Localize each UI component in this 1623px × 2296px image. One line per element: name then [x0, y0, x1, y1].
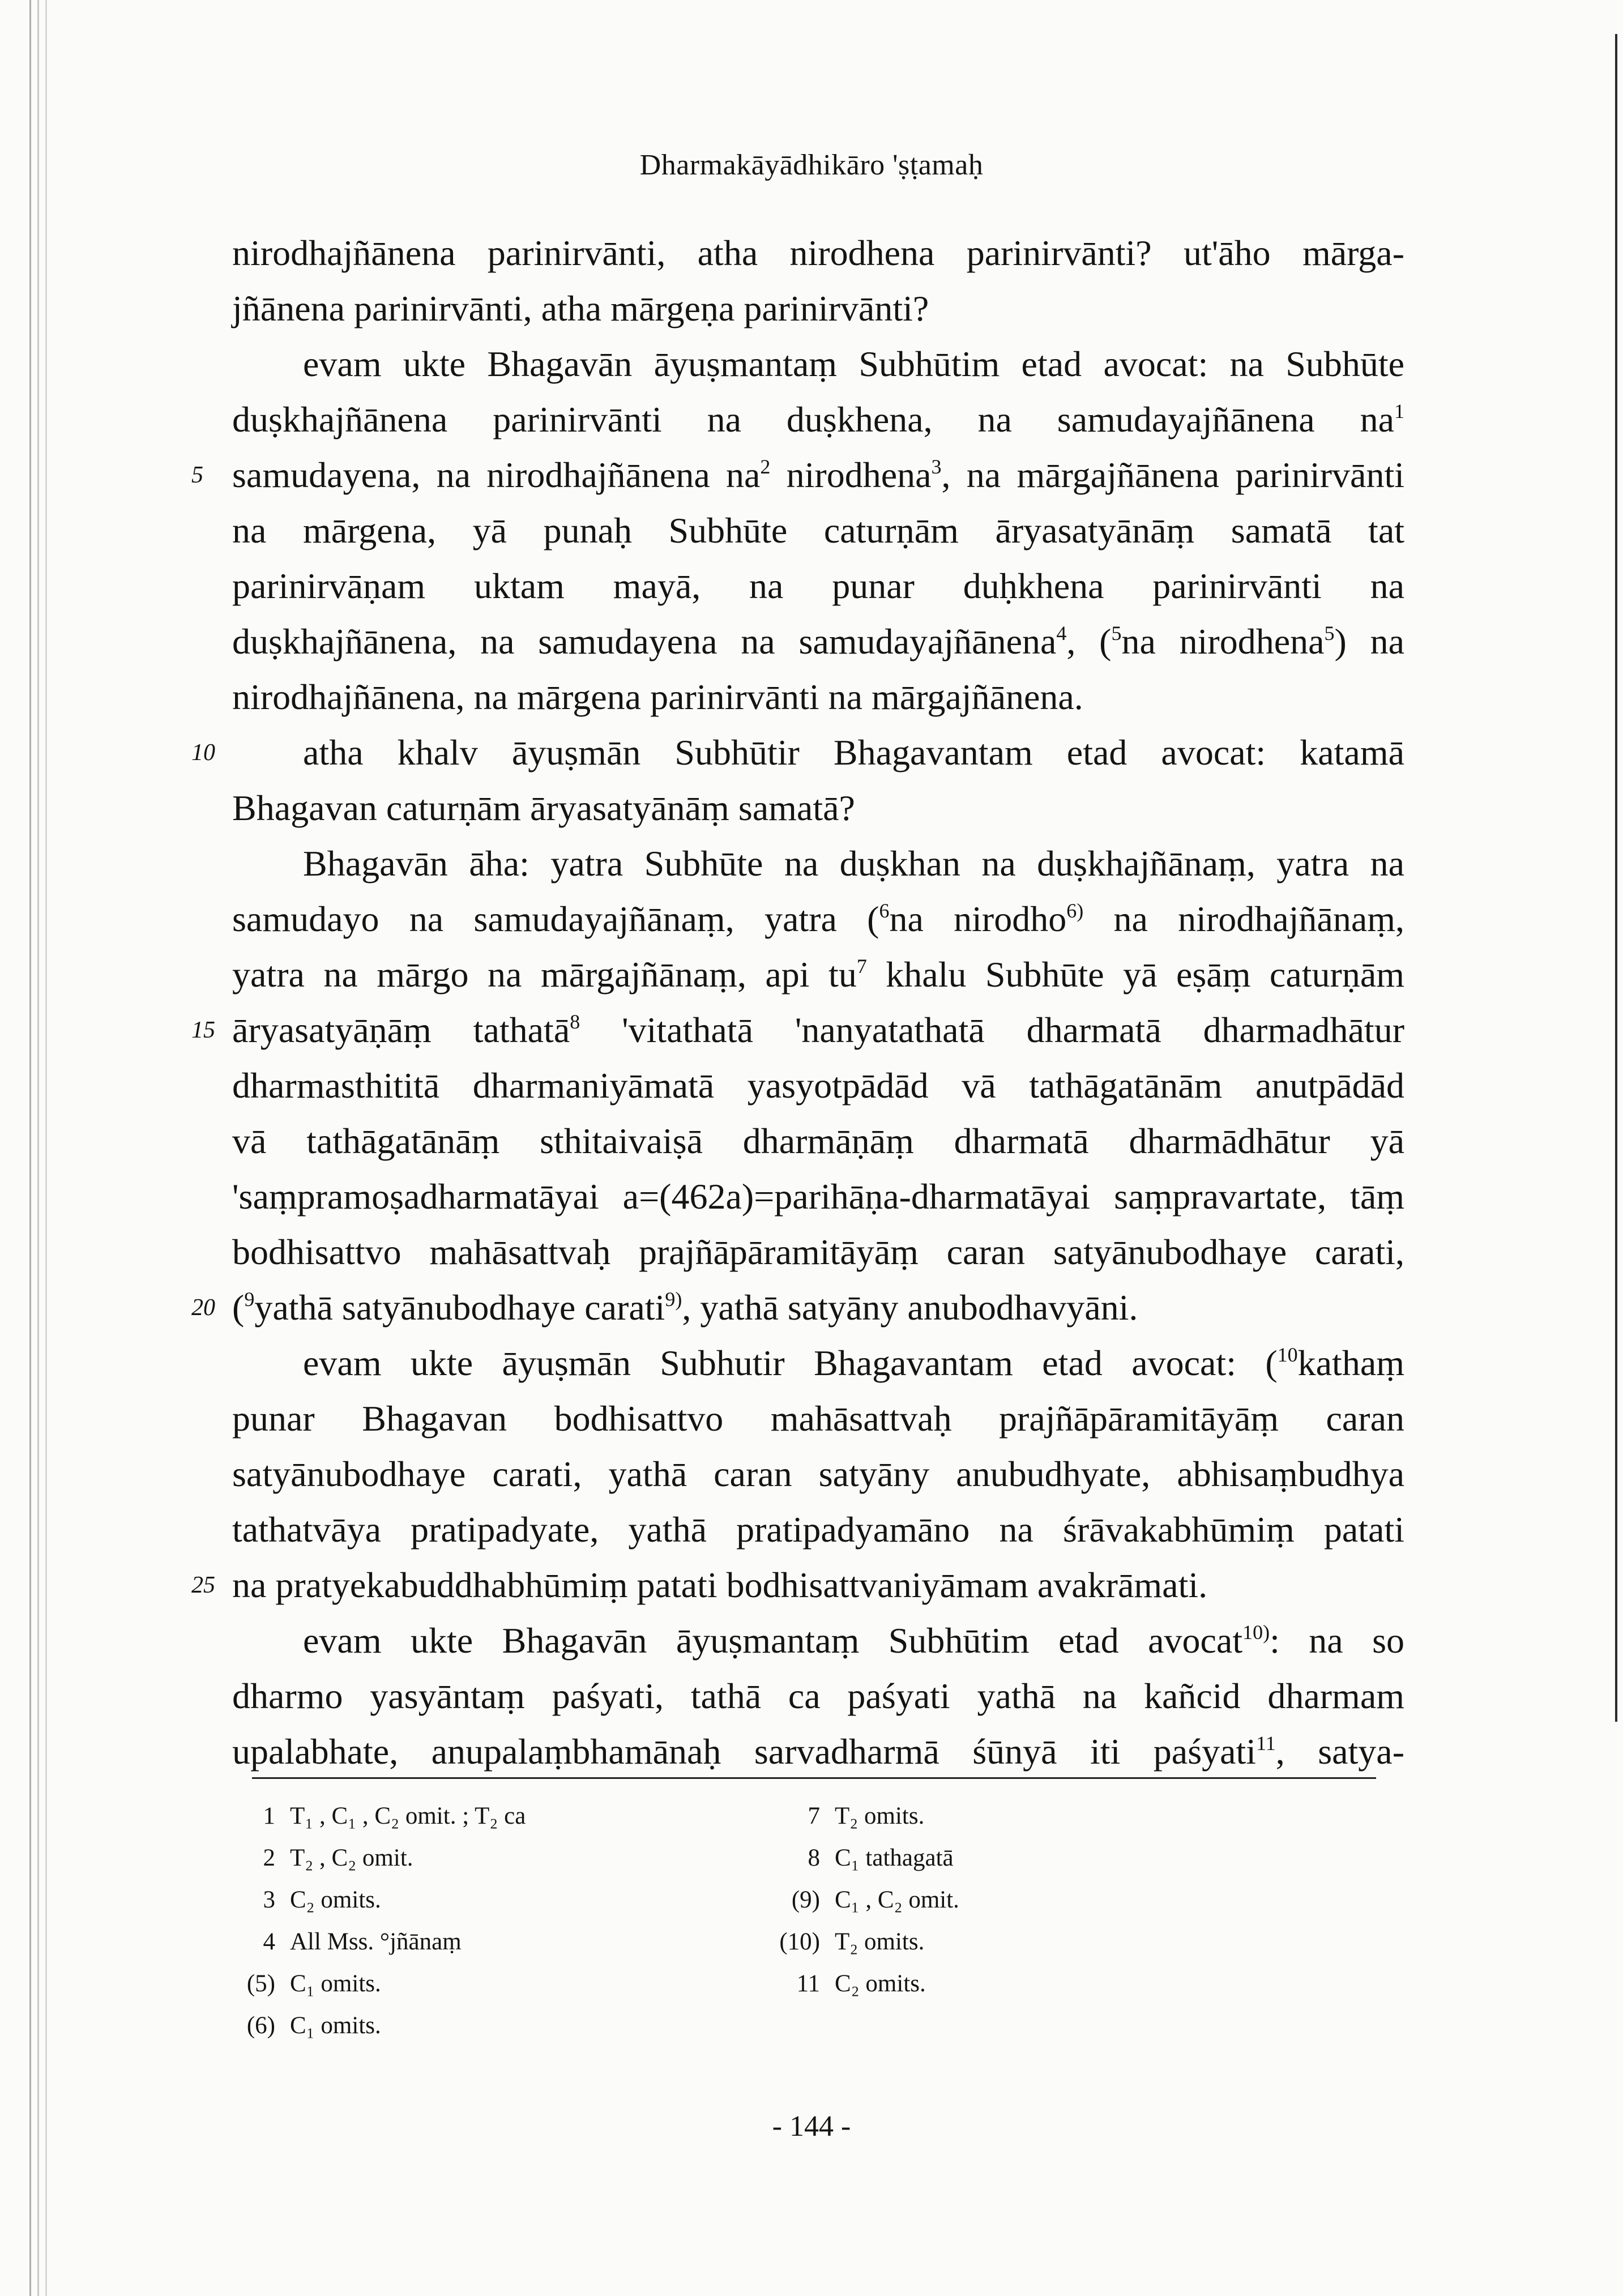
- text-line: na pratyekabuddhabhūmiṃ patati bodhisattvaniyāmam avakrāmati.: [232, 1565, 1208, 1605]
- text-line: āryasatyāṇāṃ tathatā$^8$ 'vitathatā 'nanyatathatā dharmatā dharmadhātur: [232, 1010, 1405, 1050]
- text-line: evam ukte āyuṣmān Subhutir Bhagavantam etad avocat: ($^{10}$kathaṃ: [303, 1343, 1404, 1383]
- text-line: evam ukte Bhagavān āyuṣmantaṃ Subhūtim etad avocat$^{10)}$: na so: [303, 1620, 1405, 1661]
- text-line: parinirvāṇam uktam mayā, na punar duḥkhena parinirvānti na: [232, 566, 1404, 606]
- text-line: 'saṃpramoṣadharmatāyai a=(462a)=parihāṇa-dharmatāyai saṃpravartate, tāṃ: [232, 1176, 1404, 1217]
- text-line: punar Bhagavan bodhisattvo mahāsattvaḥ prajñāpāramitāyāṃ caran: [232, 1398, 1404, 1439]
- text-line: tathatvāya pratipadyate, yathā pratipadyamāno na śrāvakabhūmiṃ patati: [232, 1509, 1404, 1550]
- text-line: Bhagavan caturṇām āryasatyānāṃ samatā?: [232, 788, 855, 828]
- line-number: 5: [191, 462, 203, 488]
- text-line: samudayo na samudayajñānaṃ, yatra ($^6$na nirodho$^{6)}$ na nirodhajñānaṃ,: [232, 899, 1405, 939]
- footnote: (10) T₂ omits.: [779, 1928, 925, 1955]
- footnote: 1 T₁ , C₁ , C₂ omit. ; T₂ ca: [263, 1803, 526, 1829]
- text-line: na mārgena, yā punaḥ Subhūte caturṇām āryasatyānāṃ samatā tat: [232, 510, 1404, 550]
- line-number: 20: [191, 1295, 215, 1321]
- footnote: 4 All Mss. °jñānaṃ: [263, 1928, 462, 1955]
- text-line: nirodhajñānena parinirvānti, atha nirodhena parinirvānti? ut'āho mārga-: [232, 233, 1404, 273]
- text-line: yatra na mārgo na mārgajñānaṃ, api $tu^7$ khalu Subhūte yā eṣāṃ caturṇām: [232, 954, 1405, 995]
- scan-edge-left: [29, 0, 31, 2296]
- footnote: (5) C₁ omits.: [246, 1970, 381, 1997]
- text-line: nirodhajñānena, na mārgena parinirvānti na mārgajñānena.: [232, 677, 1083, 717]
- text-line: samudayena, na nirodhajñānena $na^2$ nirodhena$^3$, na mārgajñānena parinirvānti: [232, 455, 1404, 495]
- text-line: duṣkhajñānena parinirvānti na duṣkhena, na samudayajñānena $na^1$: [232, 399, 1404, 439]
- footnote: 2 T₂ , C₂ omit.: [263, 1845, 413, 1871]
- text-line: upalabhate, anupalaṃbhamānaḥ sarvadharmā śūnyā iti paśyati$^{11}$, satya-: [232, 1731, 1405, 1772]
- line-number: 10: [191, 740, 215, 766]
- page-number: - 144 -: [772, 2110, 851, 2143]
- line-number: 25: [191, 1572, 215, 1598]
- text-line: satyānubodhaye carati, yathā caran satyāny anubudhyate, abhisaṃbudhya: [232, 1454, 1404, 1494]
- footnote: 8 C₁ tathagatā: [808, 1845, 954, 1871]
- running-header: Dharmakāyādhikāro 'ṣṭamaḥ: [639, 149, 984, 181]
- text-line: jñānena parinirvānti, atha mārgeṇa parinirvānti?: [232, 288, 929, 328]
- footnote: 11 C₂ omits.: [796, 1970, 926, 1997]
- text-line: dharmo yasyāntaṃ paśyati, tathā ca paśyati yathā na kañcid dharmam: [232, 1676, 1404, 1716]
- scan-edge-left-3: [45, 0, 47, 2296]
- footnote-rule: [252, 1777, 1376, 1779]
- text-line: atha khalv āyuṣmān Subhūtir Bhagavantam etad avocat: katamā: [303, 732, 1404, 773]
- text-line: bodhisattvo mahāsattvaḥ prajñāpāramitāyāṃ caran satyānubodhaye carati,: [232, 1232, 1404, 1272]
- footnote: (6) C₁ omits.: [246, 2012, 381, 2039]
- footnote: 7 T₂ omits.: [808, 1803, 925, 1829]
- text-line: ($^9$yathā satyānubodhaye carati$^{9)}$, yathā satyāny anubodhavyāni.: [232, 1287, 1138, 1328]
- scan-edge-left-2: [37, 0, 39, 2296]
- line-number: 15: [191, 1017, 215, 1043]
- text-line: dharmasthititā dharmaniyāmatā yasyotpādād vā tathāgatānām anutpādād: [232, 1065, 1404, 1106]
- text-line: duṣkhajñānena, na samudayena na samudayajñānena$^4$, ($^5$na nirodhena$^5$) na: [232, 621, 1405, 662]
- footnote: 3 C₂ omits.: [263, 1887, 381, 1913]
- footnote: (9) C₁ , C₂ omit.: [791, 1887, 959, 1913]
- text-line: Bhagavān āha: yatra Subhūte na duṣkhan na duṣkhajñānaṃ, yatra na: [303, 843, 1404, 884]
- text-line: vā tathāgatānāṃ sthitaivaiṣā dharmāṇāṃ dharmatā dharmādhātur yā: [232, 1121, 1404, 1161]
- scan-edge-right: [1615, 34, 1617, 1722]
- text-line: evam ukte Bhagavān āyuṣmantaṃ Subhūtim etad avocat: na Subhūte: [303, 344, 1404, 384]
